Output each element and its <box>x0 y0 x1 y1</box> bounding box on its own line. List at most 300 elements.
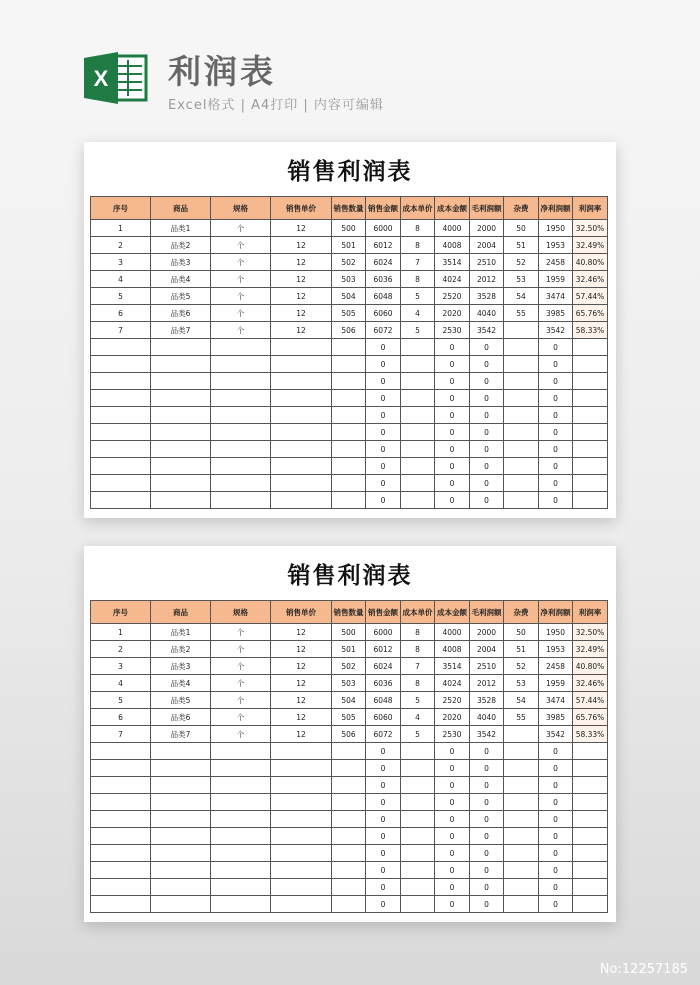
table-cell: 品类6 <box>151 709 211 726</box>
table-cell: 32.49% <box>573 641 608 658</box>
table-cell <box>91 339 151 356</box>
table-cell: 0 <box>435 896 470 913</box>
table-cell: 500 <box>332 220 366 237</box>
table-cell: 2520 <box>435 692 470 709</box>
table-cell <box>504 845 539 862</box>
table-cell <box>504 828 539 845</box>
table-cell <box>151 373 211 390</box>
table-cell: 1 <box>91 624 151 641</box>
table-cell: 0 <box>539 356 573 373</box>
table-cell: 2530 <box>435 322 470 339</box>
table-cell <box>504 407 539 424</box>
table-cell <box>401 458 435 475</box>
table-row <box>91 339 608 356</box>
table-cell <box>332 475 366 492</box>
table-cell: 0 <box>470 777 504 794</box>
table-cell: 1953 <box>539 641 573 658</box>
table-cell: 0 <box>470 475 504 492</box>
table-cell <box>332 407 366 424</box>
table-cell <box>401 356 435 373</box>
table-cell: 0 <box>366 339 401 356</box>
table-cell <box>91 896 151 913</box>
table-cell: 57.44% <box>573 288 608 305</box>
table-cell: 58.33% <box>573 726 608 743</box>
table-cell: 0 <box>435 373 470 390</box>
sheet-title: 销售利润表 <box>287 563 413 589</box>
table-cell <box>401 879 435 896</box>
table-cell <box>151 794 211 811</box>
table-cell: 7 <box>91 726 151 743</box>
table-cell: 个 <box>211 709 271 726</box>
table-cell: 4000 <box>435 624 470 641</box>
table-cell <box>332 339 366 356</box>
table-cell <box>573 424 608 441</box>
table-cell <box>504 811 539 828</box>
table-cell <box>504 896 539 913</box>
table-cell <box>91 743 151 760</box>
table-cell: 品类2 <box>151 641 211 658</box>
table-cell: 品类1 <box>151 220 211 237</box>
table-cell: 12 <box>271 726 332 743</box>
table-cell <box>211 356 271 373</box>
table-row <box>91 862 608 879</box>
table-cell: 55 <box>504 709 539 726</box>
table-cell: 0 <box>366 441 401 458</box>
table-cell <box>271 777 332 794</box>
table-cell: 品类2 <box>151 237 211 254</box>
column-header: 销售金额 <box>366 197 401 220</box>
table-cell: 品类6 <box>151 305 211 322</box>
table-row <box>91 458 608 475</box>
table-cell: 8 <box>401 237 435 254</box>
table-cell: 0 <box>539 424 573 441</box>
table-cell <box>504 424 539 441</box>
table-cell <box>573 862 608 879</box>
table-cell: 40.80% <box>573 254 608 271</box>
table-cell <box>504 322 539 339</box>
table-cell: 0 <box>435 407 470 424</box>
table-cell: 12 <box>271 692 332 709</box>
table-cell <box>573 794 608 811</box>
table-cell <box>211 424 271 441</box>
table-cell: 6048 <box>366 692 401 709</box>
table-cell: 6048 <box>366 288 401 305</box>
table-cell <box>211 811 271 828</box>
table-cell: 0 <box>470 879 504 896</box>
table-row <box>91 692 608 709</box>
table-cell <box>573 458 608 475</box>
table-cell: 0 <box>470 373 504 390</box>
table-cell: 2012 <box>470 675 504 692</box>
table-cell: 3 <box>91 658 151 675</box>
table-cell <box>573 896 608 913</box>
table-cell: 12 <box>271 641 332 658</box>
table-cell <box>271 458 332 475</box>
table-cell <box>211 794 271 811</box>
table-cell: 3514 <box>435 658 470 675</box>
table-cell: 54 <box>504 288 539 305</box>
column-header: 销售单价 <box>271 601 332 624</box>
table-cell: 2510 <box>470 254 504 271</box>
column-header: 杂费 <box>504 197 539 220</box>
table-cell: 0 <box>539 407 573 424</box>
table-cell: 个 <box>211 237 271 254</box>
table-cell: 5 <box>401 692 435 709</box>
table-cell <box>504 492 539 509</box>
table-row <box>91 641 608 658</box>
table-cell: 个 <box>211 322 271 339</box>
table-cell <box>151 407 211 424</box>
table-cell: 0 <box>539 760 573 777</box>
table-cell <box>504 339 539 356</box>
table-cell <box>401 407 435 424</box>
table-cell: 2458 <box>539 254 573 271</box>
table-cell: 0 <box>539 794 573 811</box>
table-cell: 1950 <box>539 624 573 641</box>
table-cell <box>401 794 435 811</box>
table-cell: 6 <box>91 305 151 322</box>
table-row <box>91 760 608 777</box>
table-cell: 0 <box>366 760 401 777</box>
table-cell: 8 <box>401 271 435 288</box>
column-header: 毛利润额 <box>470 197 504 220</box>
column-header: 杂费 <box>504 601 539 624</box>
table-cell: 个 <box>211 624 271 641</box>
table-cell <box>401 896 435 913</box>
table-cell: 5 <box>91 288 151 305</box>
table-cell: 个 <box>211 675 271 692</box>
table-cell: 40.80% <box>573 658 608 675</box>
table-cell: 0 <box>539 896 573 913</box>
table-row <box>91 492 608 509</box>
table-cell <box>151 424 211 441</box>
column-header: 成本单价 <box>401 601 435 624</box>
table-cell <box>151 879 211 896</box>
table-cell <box>573 492 608 509</box>
table-cell: 4040 <box>470 305 504 322</box>
table-cell <box>211 760 271 777</box>
column-header: 规格 <box>211 601 271 624</box>
table-row <box>91 709 608 726</box>
table-cell <box>271 794 332 811</box>
table-cell: 0 <box>470 492 504 509</box>
table-cell: 6 <box>91 709 151 726</box>
table-cell: 6024 <box>366 254 401 271</box>
table-cell <box>573 760 608 777</box>
table-row <box>91 356 608 373</box>
table-cell <box>401 492 435 509</box>
table-cell <box>91 458 151 475</box>
table-cell: 3985 <box>539 709 573 726</box>
table-cell: 32.50% <box>573 624 608 641</box>
table-cell <box>573 879 608 896</box>
table-cell <box>91 845 151 862</box>
table-cell <box>91 828 151 845</box>
table-cell <box>332 356 366 373</box>
table-cell <box>211 458 271 475</box>
table-cell: 0 <box>470 743 504 760</box>
table-cell: 个 <box>211 220 271 237</box>
table-cell: 0 <box>366 828 401 845</box>
table-cell <box>211 441 271 458</box>
table-cell <box>91 441 151 458</box>
table-cell: 501 <box>332 641 366 658</box>
table-row <box>91 322 608 339</box>
table-cell <box>211 777 271 794</box>
table-cell <box>401 424 435 441</box>
table-cell: 0 <box>539 458 573 475</box>
table-cell <box>151 743 211 760</box>
table-cell: 1950 <box>539 220 573 237</box>
table-header-row <box>91 601 608 624</box>
table-cell: 4008 <box>435 237 470 254</box>
column-header: 成本单价 <box>401 197 435 220</box>
table-cell: 2 <box>91 237 151 254</box>
table-cell: 0 <box>435 424 470 441</box>
table-cell: 0 <box>470 896 504 913</box>
table-cell: 55 <box>504 305 539 322</box>
table-cell <box>91 407 151 424</box>
table-cell: 502 <box>332 658 366 675</box>
table-cell: 6060 <box>366 305 401 322</box>
table-cell <box>401 441 435 458</box>
table-cell <box>211 390 271 407</box>
column-header: 商品 <box>151 601 211 624</box>
column-header: 成本金额 <box>435 601 470 624</box>
table-cell: 6036 <box>366 675 401 692</box>
table-cell <box>573 339 608 356</box>
table-row <box>91 879 608 896</box>
table-cell <box>271 492 332 509</box>
table-cell <box>151 777 211 794</box>
table-cell: 0 <box>366 492 401 509</box>
table-cell <box>211 862 271 879</box>
column-header: 成本金额 <box>435 197 470 220</box>
table-row <box>91 424 608 441</box>
table-cell <box>504 726 539 743</box>
table-cell: 4024 <box>435 271 470 288</box>
table-cell: 3474 <box>539 692 573 709</box>
table-cell: 6024 <box>366 658 401 675</box>
table-cell: 58.33% <box>573 322 608 339</box>
table-cell: 0 <box>539 441 573 458</box>
column-header: 销售数量 <box>332 601 366 624</box>
table-cell <box>573 356 608 373</box>
table-row <box>91 271 608 288</box>
table-cell: 品类4 <box>151 271 211 288</box>
table-row <box>91 254 608 271</box>
table-cell: 2004 <box>470 641 504 658</box>
excel-logo-letter: X <box>93 66 109 91</box>
table-cell: 53 <box>504 271 539 288</box>
table-cell: 0 <box>539 339 573 356</box>
table-cell <box>151 862 211 879</box>
column-header: 序号 <box>91 197 151 220</box>
column-header: 利润率 <box>573 197 608 220</box>
table-cell: 52 <box>504 658 539 675</box>
table-cell: 0 <box>539 373 573 390</box>
table-cell <box>332 828 366 845</box>
table-cell <box>91 879 151 896</box>
column-header: 销售金额 <box>366 601 401 624</box>
table-cell <box>91 424 151 441</box>
table-row <box>91 237 608 254</box>
table-cell <box>401 777 435 794</box>
table-cell: 个 <box>211 641 271 658</box>
page-title: 利润表 <box>168 52 276 91</box>
table-cell: 12 <box>271 322 332 339</box>
table-cell: 52 <box>504 254 539 271</box>
table-cell: 65.76% <box>573 305 608 322</box>
table-cell: 7 <box>401 254 435 271</box>
table-cell: 0 <box>435 845 470 862</box>
table-cell <box>401 475 435 492</box>
table-cell: 8 <box>401 675 435 692</box>
table-cell: 品类3 <box>151 658 211 675</box>
table-cell <box>332 760 366 777</box>
table-cell <box>151 492 211 509</box>
table-cell: 32.49% <box>573 237 608 254</box>
table-cell <box>504 390 539 407</box>
table-cell: 个 <box>211 305 271 322</box>
column-header: 销售单价 <box>271 197 332 220</box>
table-cell: 0 <box>366 879 401 896</box>
table-cell <box>504 794 539 811</box>
column-header: 规格 <box>211 197 271 220</box>
table-cell <box>91 794 151 811</box>
table-cell <box>573 828 608 845</box>
table-row <box>91 305 608 322</box>
table-cell: 1959 <box>539 271 573 288</box>
table-row <box>91 288 608 305</box>
table-row <box>91 811 608 828</box>
table-cell: 5 <box>401 322 435 339</box>
table-cell: 0 <box>470 794 504 811</box>
table-cell <box>271 475 332 492</box>
table-cell <box>573 811 608 828</box>
table-cell: 品类5 <box>151 692 211 709</box>
table-cell: 0 <box>366 458 401 475</box>
table-cell: 12 <box>271 624 332 641</box>
table-cell <box>573 475 608 492</box>
table-cell: 7 <box>91 322 151 339</box>
table-cell: 50 <box>504 624 539 641</box>
table-cell <box>573 845 608 862</box>
table-cell: 0 <box>366 407 401 424</box>
column-header: 净利润额 <box>539 197 573 220</box>
table-cell <box>332 390 366 407</box>
table-cell <box>91 862 151 879</box>
table-cell: 0 <box>470 760 504 777</box>
column-header: 净利润额 <box>539 601 573 624</box>
table-cell <box>504 373 539 390</box>
table-cell <box>211 492 271 509</box>
table-cell: 品类3 <box>151 254 211 271</box>
table-cell <box>211 879 271 896</box>
table-cell: 1 <box>91 220 151 237</box>
table-cell <box>151 339 211 356</box>
table-row <box>91 845 608 862</box>
table-cell: 3542 <box>470 726 504 743</box>
table-cell <box>332 492 366 509</box>
table-row <box>91 624 608 641</box>
table-cell: 0 <box>470 339 504 356</box>
table-cell: 8 <box>401 624 435 641</box>
table-cell <box>332 743 366 760</box>
table-cell: 51 <box>504 237 539 254</box>
table-cell <box>332 424 366 441</box>
table-cell: 0 <box>470 356 504 373</box>
table-cell: 0 <box>539 879 573 896</box>
table-cell: 32.46% <box>573 675 608 692</box>
table-cell: 1959 <box>539 675 573 692</box>
table-cell: 0 <box>435 862 470 879</box>
table-cell <box>401 339 435 356</box>
table-cell <box>151 441 211 458</box>
table-cell <box>332 441 366 458</box>
table-cell <box>573 441 608 458</box>
table-cell: 506 <box>332 726 366 743</box>
table-cell: 5 <box>91 692 151 709</box>
table-cell: 12 <box>271 271 332 288</box>
table-cell: 个 <box>211 288 271 305</box>
column-header: 利润率 <box>573 601 608 624</box>
table-cell <box>401 828 435 845</box>
table-cell <box>271 760 332 777</box>
table-cell: 12 <box>271 288 332 305</box>
table-cell: 0 <box>435 441 470 458</box>
table-cell: 53 <box>504 675 539 692</box>
table-cell: 54 <box>504 692 539 709</box>
table-cell: 6060 <box>366 709 401 726</box>
table-cell <box>271 896 332 913</box>
table-cell: 6000 <box>366 624 401 641</box>
table-cell <box>211 475 271 492</box>
table-cell <box>91 390 151 407</box>
page-subtitle: Excel格式 | A4打印 | 内容可编辑 <box>168 98 384 113</box>
table-cell: 0 <box>366 811 401 828</box>
table-cell <box>91 373 151 390</box>
table-cell <box>401 743 435 760</box>
table-cell: 2 <box>91 641 151 658</box>
table-cell <box>91 760 151 777</box>
table-cell <box>332 794 366 811</box>
table-cell: 0 <box>470 811 504 828</box>
table-cell: 个 <box>211 254 271 271</box>
table-cell: 0 <box>539 777 573 794</box>
table-cell: 0 <box>539 828 573 845</box>
table-cell <box>573 777 608 794</box>
table-cell: 0 <box>366 862 401 879</box>
table-cell <box>401 390 435 407</box>
table-cell: 2000 <box>470 624 504 641</box>
table-cell: 个 <box>211 271 271 288</box>
table-cell: 0 <box>435 475 470 492</box>
sheet-card-1 <box>84 142 616 518</box>
table-cell <box>151 356 211 373</box>
table-cell: 0 <box>539 845 573 862</box>
table-cell: 6072 <box>366 322 401 339</box>
table-cell: 2458 <box>539 658 573 675</box>
table-cell: 6072 <box>366 726 401 743</box>
table-cell: 0 <box>435 356 470 373</box>
table-cell <box>271 424 332 441</box>
table-cell: 3985 <box>539 305 573 322</box>
table-cell: 2012 <box>470 271 504 288</box>
table-cell: 0 <box>435 777 470 794</box>
table-cell: 0 <box>539 811 573 828</box>
table-cell: 0 <box>366 794 401 811</box>
